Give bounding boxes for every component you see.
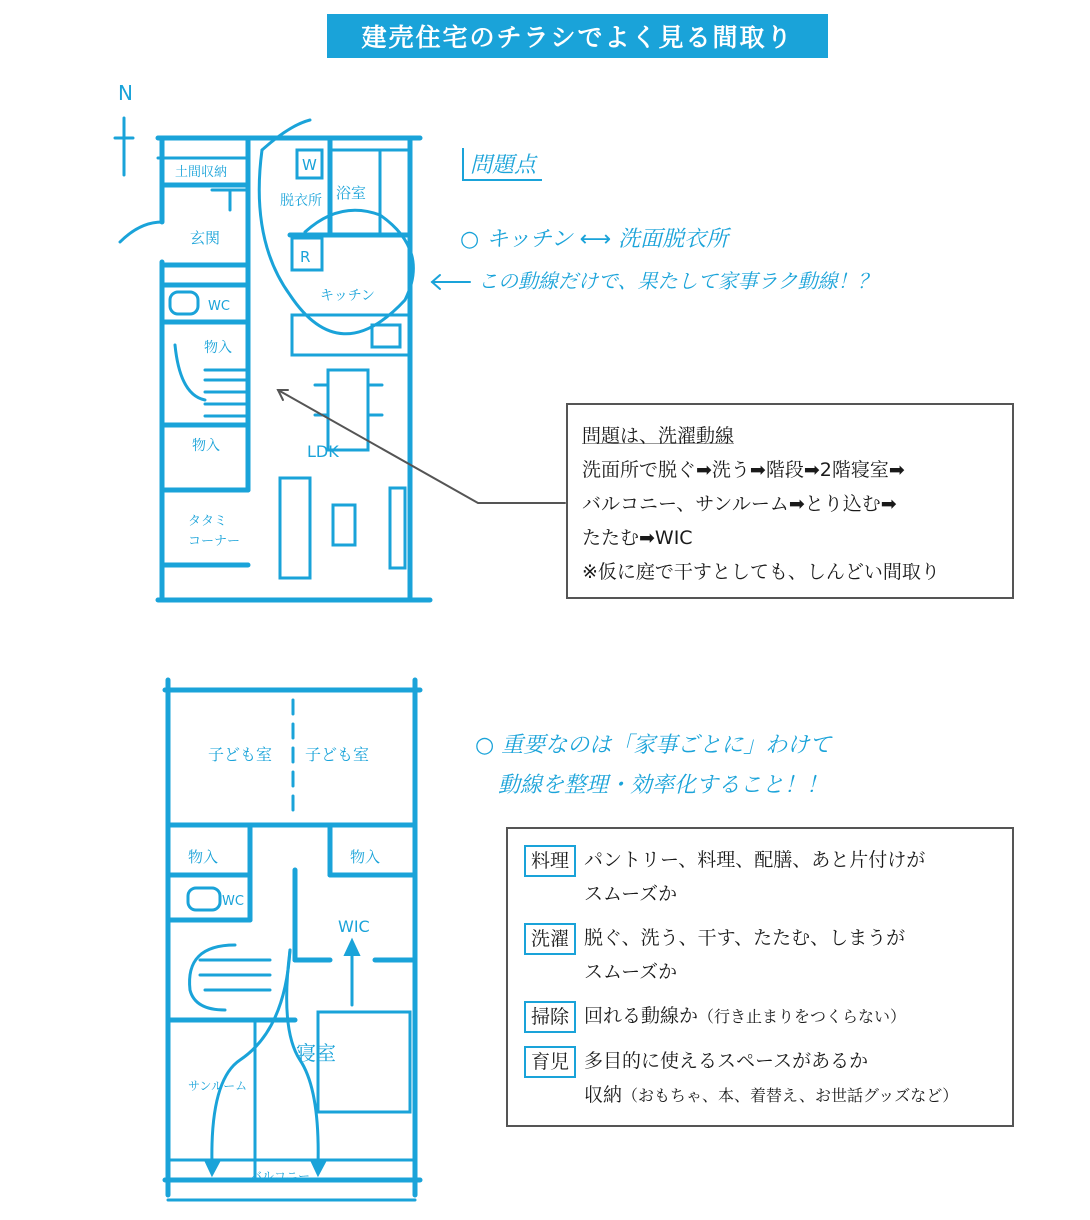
item-line: 脱ぐ、洗う、干す、たたむ、しまうが — [584, 927, 906, 949]
washer-label: W — [302, 156, 317, 174]
problem-label: 問題点 — [462, 148, 542, 181]
room-storage-f2-2: 物入 — [350, 848, 381, 866]
room-dressing: 脱衣所 — [280, 193, 322, 209]
item-line: パントリー、料理、配膳、あと片付けが — [584, 849, 926, 871]
fridge-label: R — [300, 248, 311, 266]
housework-checklist-box — [506, 827, 1014, 1127]
item-line: 回れる動線か — [584, 1005, 699, 1027]
laundry-problem-box — [566, 403, 1014, 599]
room-kitchen: キッチン — [320, 288, 376, 304]
item-line: スムーズか — [584, 883, 678, 905]
checklist-item — [524, 1046, 996, 1113]
title-banner: 建売住宅のチラシでよく見る間取り — [327, 14, 828, 58]
room-entrance: 玄関 — [190, 229, 221, 247]
question-note: この動線だけで、果たして家事ラク動線！？ — [478, 269, 878, 293]
box1-line: バルコニー、サンルーム➡とり込む➡ — [582, 493, 897, 515]
room-balcony: バルコニー — [250, 1169, 311, 1183]
room-storage-f2-1: 物入 — [188, 848, 219, 866]
checklist-item — [524, 845, 996, 911]
checklist-item — [524, 923, 996, 989]
room-wc-f2: WC — [222, 894, 244, 909]
room-wic: WIC — [338, 917, 370, 936]
compass-label: N — [118, 81, 133, 105]
box1-line: 洗面所で脱ぐ➡洗う➡階段➡2階寝室➡ — [582, 459, 905, 481]
room-tatami-1: タタミ — [188, 514, 228, 529]
item-line: スムーズか — [584, 961, 678, 983]
item-tag: 料理 — [524, 845, 576, 877]
room-storage-1: 物入 — [204, 340, 232, 356]
room-ldk: LDK — [307, 442, 339, 461]
room-bath: 浴室 — [336, 184, 367, 202]
box1-line: たたむ➡WIC — [582, 527, 693, 549]
checklist-item — [524, 1001, 996, 1034]
item-line-small: （行き止まりをつくらない） — [698, 1007, 907, 1026]
room-kids-2: 子ども室 — [305, 745, 370, 764]
item-line-small: （おもちゃ、本、着替え、お世話グッズなど） — [622, 1086, 959, 1105]
important-note-2: 動線を整理・効率化すること！！ — [498, 773, 829, 798]
item-tag: 掃除 — [524, 1001, 576, 1033]
room-tatami-2: コーナー — [188, 534, 241, 549]
room-storage-2: 物入 — [192, 438, 220, 454]
important-note-1: ○ 重要なのは「家事ごとに」わけて — [475, 733, 832, 758]
room-doma-storage: 土間収納 — [175, 165, 228, 180]
item-tag: 育児 — [524, 1046, 576, 1078]
box1-line: ※仮に庭で干すとしても、しんどい間取り — [582, 561, 940, 583]
room-kids-1: 子ども室 — [208, 745, 273, 764]
item-line: 多目的に使えるスペースがあるか — [584, 1050, 869, 1072]
item-line: 収納 — [584, 1084, 623, 1106]
box1-heading: 問題は、洗濯動線 — [582, 425, 735, 447]
item-tag: 洗濯 — [524, 923, 576, 955]
room-wc: WC — [208, 299, 230, 314]
kitchen-note: ○ キッチン ⟷ 洗面脱衣所 — [460, 227, 729, 252]
room-sunroom: サンルーム — [188, 1079, 248, 1093]
room-bedroom: 寝室 — [296, 1041, 336, 1065]
